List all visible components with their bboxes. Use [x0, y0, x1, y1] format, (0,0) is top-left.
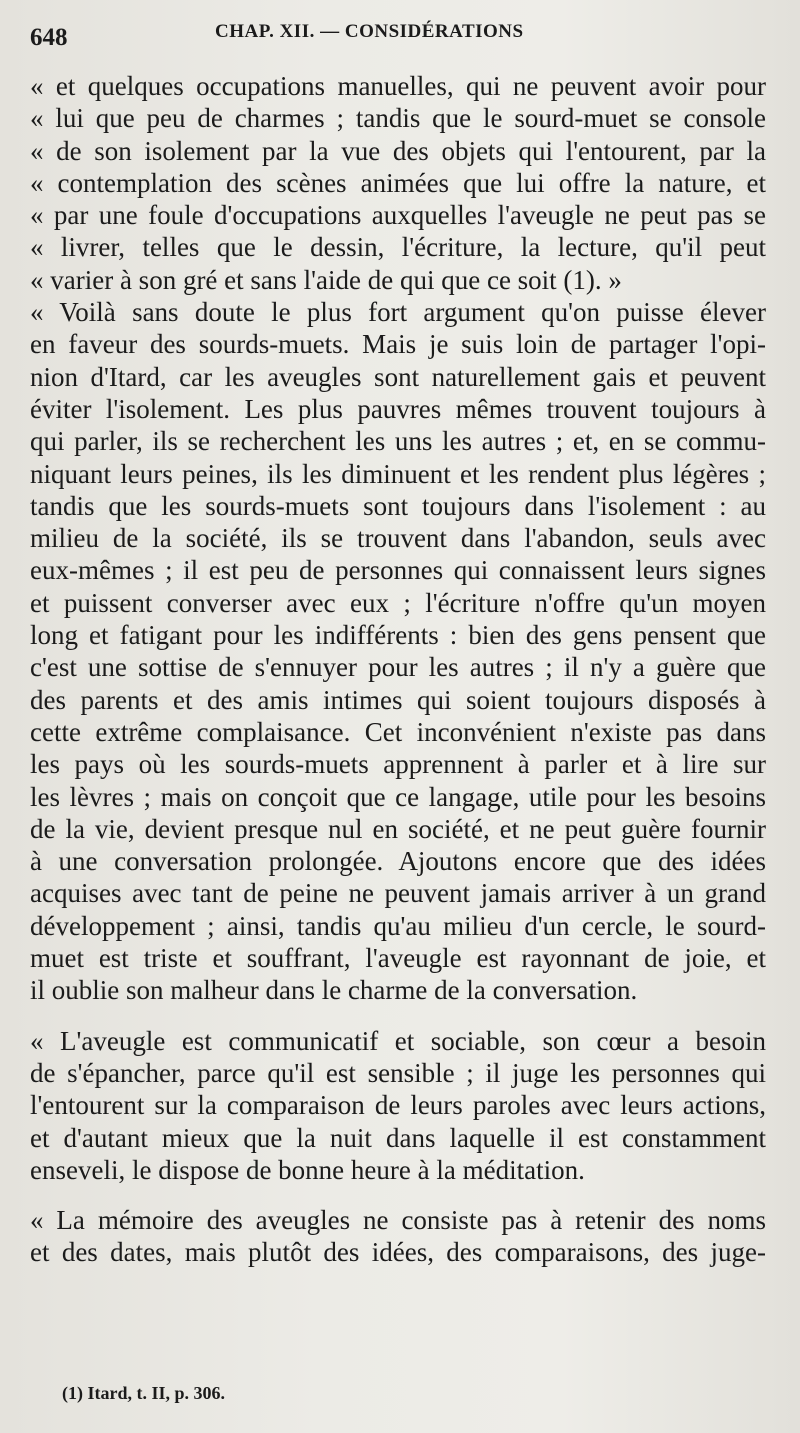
text-line: les lèvres ; mais on conçoit que ce langage, utile pour les besoins — [30, 781, 766, 812]
text-line: « varier à son gré et sans l'aide de qui que ce soit (1). » — [30, 264, 622, 295]
paragraph-gap — [30, 1007, 766, 1025]
text-line: « par une foule d'occupations auxquelles l'aveugle ne peut pas se — [30, 200, 766, 231]
text-body — [30, 70, 766, 1269]
footnote: (1) Itard, t. II, p. 306. — [62, 1383, 226, 1403]
text-line: « Voilà sans doute le plus fort argument qu'on puisse élever — [30, 297, 766, 328]
text-line: les pays où les sourds-muets apprennent à parler et à lire sur — [30, 749, 766, 780]
text-line: à une conversation prolongée. Ajoutons encore que des idées — [30, 846, 766, 877]
text-line: niquant leurs peines, ils les diminuent et les rendent plus légères ; — [30, 458, 766, 489]
text-line: cette extrême complaisance. Cet inconvénient n'existe pas dans — [30, 716, 766, 747]
paragraph — [30, 296, 766, 1007]
text-line: long et fatigant pour les indifférents : bien des gens pensent que — [30, 620, 766, 651]
text-line: enseveli, le dispose de bonne heure à la méditation. — [30, 1154, 585, 1185]
text-line: milieu de la société, ils se trouvent dans l'abandon, seuls avec — [30, 523, 766, 554]
page-header — [0, 0, 800, 62]
text-line: et d'autant mieux que la nuit dans laquelle il est constamment — [30, 1122, 766, 1153]
text-line: muet est triste et souffrant, l'aveugle est rayonnant de joie, et — [30, 943, 766, 974]
text-line: et des dates, mais plutôt des idées, des comparaisons, des juge- — [30, 1237, 766, 1268]
text-line: tandis que les sourds-muets sont toujours dans l'isolement : au — [30, 490, 766, 521]
text-line: nion d'Itard, car les aveugles sont naturellement gais et peuvent — [30, 361, 766, 392]
text-line: « La mémoire des aveugles ne consiste pas à retenir des noms — [30, 1205, 766, 1236]
paragraph — [30, 1025, 766, 1186]
text-line: « de son isolement par la vue des objets qui l'entourent, par la — [30, 135, 766, 166]
text-line: acquises avec tant de peine ne peuvent jamais arriver à un grand — [30, 878, 766, 909]
text-line: développement ; ainsi, tandis qu'au milieu d'un cercle, le sourd- — [30, 910, 766, 941]
paragraph-gap — [30, 1186, 766, 1204]
text-line: « et quelques occupations manuelles, qui ne peuvent avoir pour — [30, 71, 766, 101]
text-line: des parents et des amis intimes qui soient toujours disposés à — [30, 684, 766, 715]
running-title: CHAP. XII. — CONSIDÉRATIONS — [215, 21, 524, 42]
text-line: l'entourent sur la comparaison de leurs paroles avec leurs actions, — [30, 1090, 766, 1121]
paragraph — [30, 70, 766, 296]
page-number: 648 — [30, 24, 68, 51]
text-line: de la vie, devient presque nul en société, et ne peut guère fournir — [30, 813, 766, 844]
text-line: et puissent converser avec eux ; l'écriture n'offre qu'un moyen — [30, 587, 766, 618]
text-line: il oublie son malheur dans le charme de la conversation. — [30, 975, 638, 1006]
text-line: « lui que peu de charmes ; tandis que le sourd-muet se console — [30, 103, 766, 134]
text-line: eux-mêmes ; il est peu de personnes qui connaissent leurs signes — [30, 555, 766, 586]
text-line: c'est une sottise de s'ennuyer pour les autres ; il n'y a guère que — [30, 652, 766, 683]
text-line: qui parler, ils se recherchent les uns les autres ; et, en se commu- — [30, 426, 766, 457]
paragraph — [30, 1204, 766, 1269]
text-line: éviter l'isolement. Les plus pauvres mêmes trouvent toujours à — [30, 393, 766, 424]
text-line: en faveur des sourds-muets. Mais je suis loin de partager l'opi- — [30, 329, 766, 360]
text-line: « livrer, telles que le dessin, l'écriture, la lecture, qu'il peut — [30, 232, 766, 263]
text-line: « contemplation des scènes animées que lui offre la nature, et — [30, 167, 766, 198]
text-line: « L'aveugle est communicatif et sociable, son cœur a besoin — [30, 1025, 766, 1056]
text-line: de s'épancher, parce qu'il est sensible ; il juge les personnes qui — [30, 1057, 766, 1088]
